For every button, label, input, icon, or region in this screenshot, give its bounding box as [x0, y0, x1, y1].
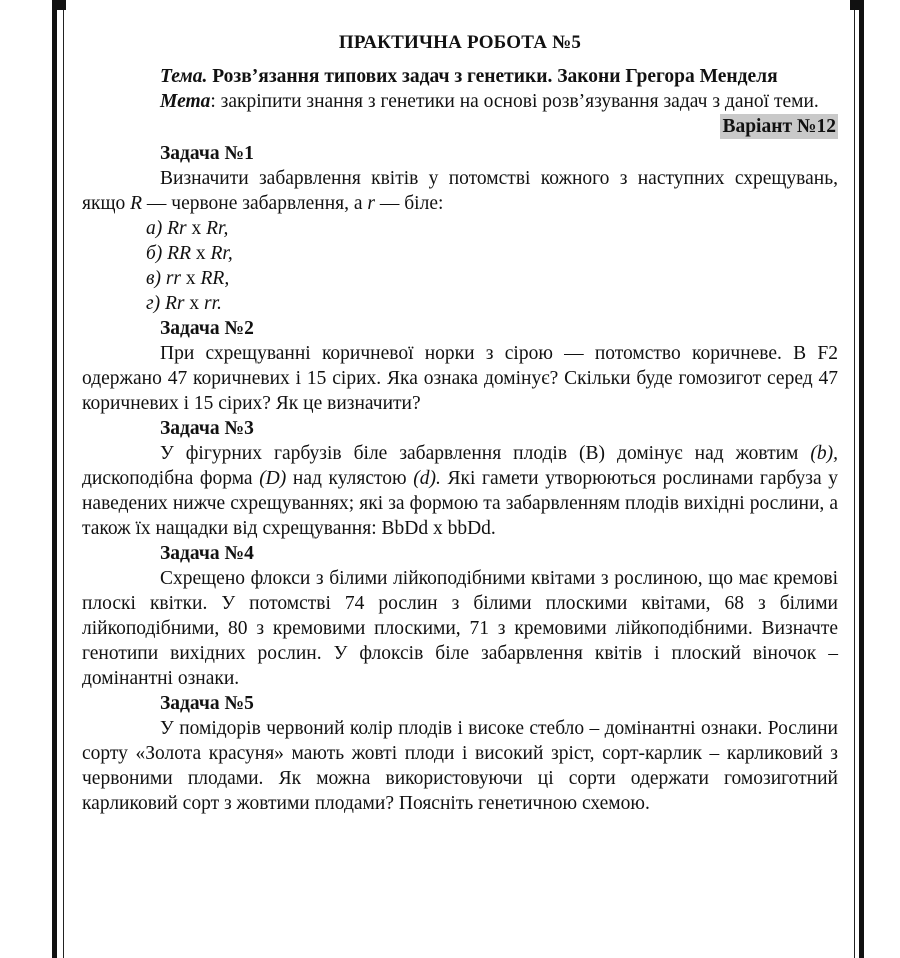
page-corner-left — [52, 0, 66, 10]
task-4-text: Схрещено флокси з білими лійкоподібними квітами з рослиною, що має кремові плоскі квітки. У потомстві 74 рослин з білими плоскими квітами, 68 з білими лійкоподібними, 80 з кремовими плоскими, 71 з кремовими лійкоподібними. Визначте генотипи вихідних рослин. У флоксів біле забарвлення квітів і плоский віночок – домінантні ознаки. — [82, 568, 838, 689]
task-2-title: Задача №2 — [160, 318, 254, 339]
topic-paragraph — [82, 64, 838, 89]
task-1-item-c: в) rr х RR, — [146, 268, 230, 289]
page-corner-right — [850, 0, 864, 10]
task-3-text: У фігурних гарбузів біле забарвлення плодів (В) домінує над жовтим (b), дископодібна форма (D) над кулястою (d). Які гамети утворюються рослинами гарбуза у наведених нижче схрещуваннях; які за формою та забарвленням плодів вихідні рослини, а також їх нащадки від схрещування: BbDd x bbDd. — [82, 443, 838, 539]
task-3-title: Задача №3 — [160, 418, 254, 439]
variant-badge: Варіант №12 — [722, 116, 836, 137]
goal-paragraph — [82, 89, 838, 114]
task-4-title: Задача №4 — [160, 543, 254, 564]
task-1-item-b: б) RR х Rr, — [146, 243, 233, 264]
task-1-item-d: г) Rr х rr. — [146, 293, 222, 314]
topic-text: Розв’язання типових задач з генетики. Закони Грегора Менделя — [212, 66, 778, 87]
goal-label: Мета — [160, 91, 211, 112]
task-1-title: Задача №1 — [160, 143, 254, 164]
goal-text: : закріпити знання з генетики на основі розв’язування задач з даної теми. — [210, 91, 819, 112]
topic-label: Тема. — [160, 66, 208, 87]
task-2-text: При схрещуванні коричневої норки з сірою — потомство коричневе. В F2 одержано 47 коричневих і 15 сірих. Яка ознака домінує? Скільки буде гомозигот серед 47 коричневих і 15 сірих? Як це визначити? — [82, 343, 838, 414]
document-title: ПРАКТИЧНА РОБОТА №5 — [338, 32, 582, 53]
task-1-text: Визначити забарвлення квітів у потомстві кожного з наступних схрещувань, якщо R — червоне забарвлення, а r — біле: — [82, 168, 838, 214]
document-page — [82, 30, 838, 816]
task-5-text: У помідорів червоний колір плодів і високе стебло – домінантні ознаки. Рослини сорту «Золота красуня» мають жовті плоди і високий зріст, сорт-карлик – карликовий з червоними плодами. Як можна використовуючи ці сорти одержати гомозиготний карликовий сорт з жовтими плодами? Поясніть генетичною схемою. — [82, 718, 838, 814]
variant-row — [82, 114, 838, 141]
task-5-title: Задача №5 — [160, 693, 254, 714]
task-1-item-a: а) Rr х Rr, — [146, 218, 229, 239]
